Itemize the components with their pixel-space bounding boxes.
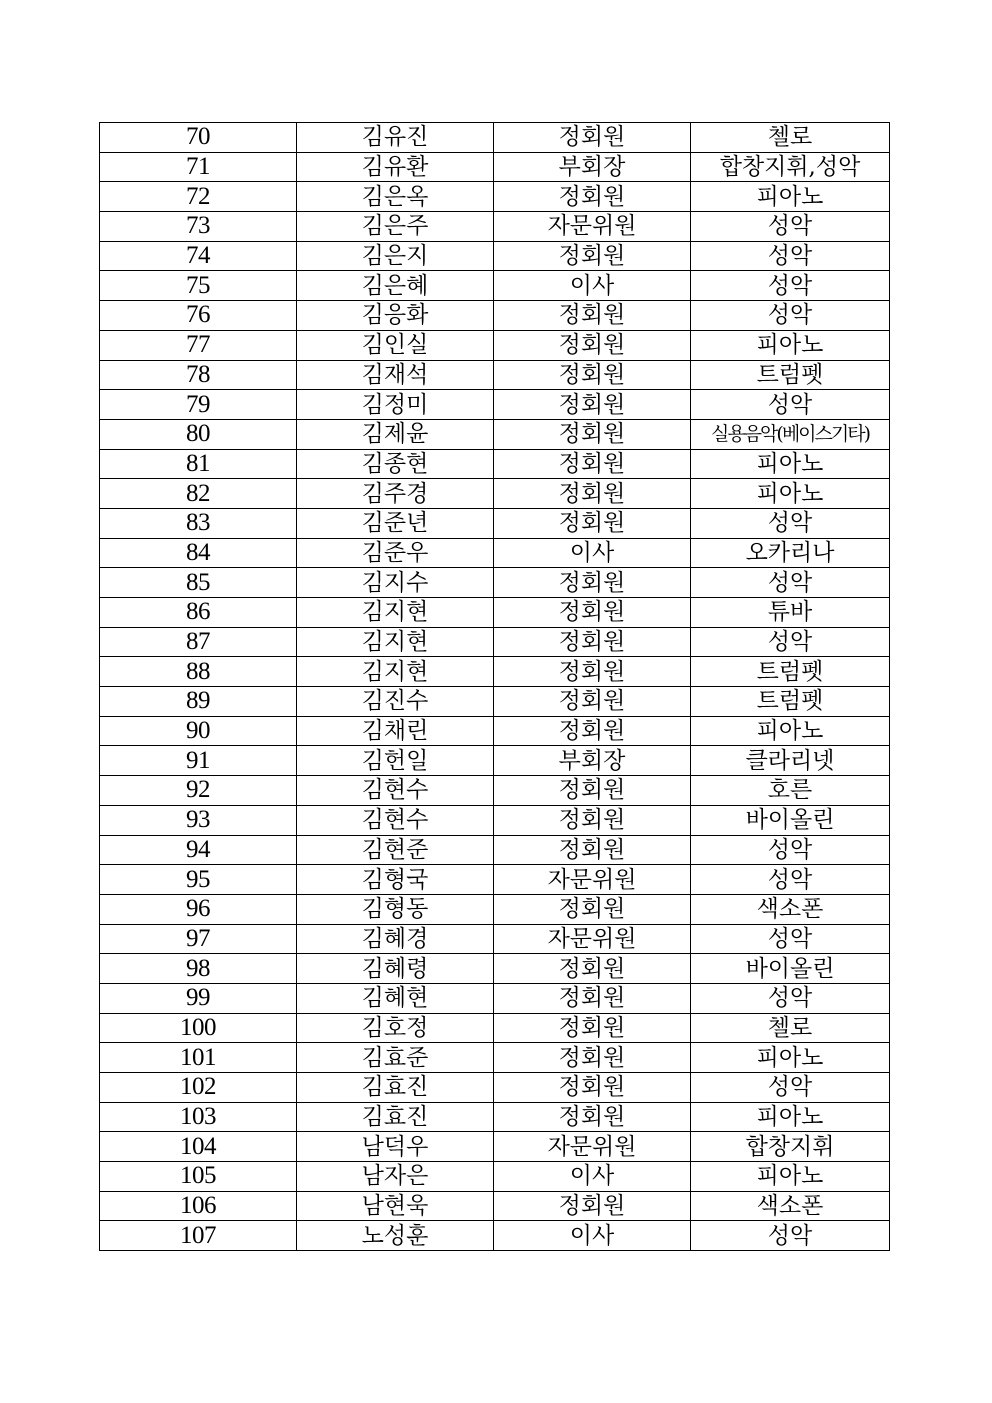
- member-name-cell: 김재석: [297, 360, 494, 390]
- member-position-cell: 정회원: [494, 1102, 691, 1132]
- table-row: [100, 657, 890, 687]
- member-position-cell: 정회원: [494, 894, 691, 924]
- member-number-cell: 102: [100, 1073, 297, 1103]
- member-number-cell: 83: [100, 508, 297, 538]
- member-number-cell: 92: [100, 776, 297, 806]
- member-position-cell: 정회원: [494, 182, 691, 212]
- member-number-cell: 106: [100, 1191, 297, 1221]
- table-row: [100, 1221, 890, 1251]
- member-part-cell: 성악: [691, 271, 890, 301]
- table-row: [100, 241, 890, 271]
- member-position-cell: 정회원: [494, 568, 691, 598]
- member-number-cell: 95: [100, 865, 297, 895]
- member-number-cell: 77: [100, 330, 297, 360]
- member-position-cell: 정회원: [494, 1073, 691, 1103]
- table-row: [100, 1162, 890, 1192]
- member-number-cell: 97: [100, 924, 297, 954]
- table-row: [100, 1132, 890, 1162]
- member-name-cell: 김유환: [297, 152, 494, 182]
- member-part-cell: 성악: [691, 212, 890, 242]
- member-part-cell: 성악: [691, 508, 890, 538]
- member-number-cell: 96: [100, 894, 297, 924]
- member-name-cell: 김지현: [297, 598, 494, 628]
- member-part-cell: 성악: [691, 1073, 890, 1103]
- member-position-cell: 정회원: [494, 241, 691, 271]
- member-position-cell: 정회원: [494, 508, 691, 538]
- member-part-cell: 피아노: [691, 449, 890, 479]
- member-roster-table: [99, 122, 890, 1251]
- member-position-cell: 정회원: [494, 657, 691, 687]
- member-position-cell: 정회원: [494, 687, 691, 717]
- member-name-cell: 김은옥: [297, 182, 494, 212]
- member-name-cell: 김혜경: [297, 924, 494, 954]
- table-row: [100, 627, 890, 657]
- member-part-cell: 바이올린: [691, 805, 890, 835]
- member-position-cell: 이사: [494, 538, 691, 568]
- table-row: [100, 449, 890, 479]
- member-number-cell: 81: [100, 449, 297, 479]
- member-number-cell: 72: [100, 182, 297, 212]
- table-row: [100, 538, 890, 568]
- member-position-cell: 정회원: [494, 983, 691, 1013]
- table-row: [100, 1191, 890, 1221]
- member-position-cell: 정회원: [494, 419, 691, 449]
- member-name-cell: 김현준: [297, 835, 494, 865]
- member-part-cell: 성악: [691, 983, 890, 1013]
- member-position-cell: 부회장: [494, 152, 691, 182]
- member-position-cell: 정회원: [494, 598, 691, 628]
- member-part-cell: 첼로: [691, 123, 890, 153]
- member-number-cell: 82: [100, 479, 297, 509]
- member-number-cell: 90: [100, 716, 297, 746]
- member-position-cell: 정회원: [494, 1191, 691, 1221]
- table-row: [100, 360, 890, 390]
- member-number-cell: 93: [100, 805, 297, 835]
- member-number-cell: 76: [100, 301, 297, 331]
- member-position-cell: 이사: [494, 1162, 691, 1192]
- member-name-cell: 김현수: [297, 776, 494, 806]
- member-name-cell: 김지현: [297, 627, 494, 657]
- table-row: [100, 568, 890, 598]
- member-position-cell: 이사: [494, 271, 691, 301]
- member-part-cell: 바이올린: [691, 954, 890, 984]
- member-position-cell: 정회원: [494, 301, 691, 331]
- member-number-cell: 99: [100, 983, 297, 1013]
- member-position-cell: 정회원: [494, 360, 691, 390]
- member-name-cell: 김유진: [297, 123, 494, 153]
- member-number-cell: 100: [100, 1013, 297, 1043]
- member-name-cell: 김정미: [297, 390, 494, 420]
- table-row: [100, 865, 890, 895]
- table-row: [100, 182, 890, 212]
- table-row: [100, 390, 890, 420]
- member-position-cell: 정회원: [494, 479, 691, 509]
- member-name-cell: 김진수: [297, 687, 494, 717]
- member-number-cell: 71: [100, 152, 297, 182]
- member-part-cell: 성악: [691, 924, 890, 954]
- member-number-cell: 88: [100, 657, 297, 687]
- member-part-cell: 피아노: [691, 330, 890, 360]
- member-name-cell: 김주경: [297, 479, 494, 509]
- member-number-cell: 78: [100, 360, 297, 390]
- table-row: [100, 954, 890, 984]
- member-number-cell: 98: [100, 954, 297, 984]
- member-position-cell: 정회원: [494, 627, 691, 657]
- member-name-cell: 남현욱: [297, 1191, 494, 1221]
- table-row: [100, 330, 890, 360]
- member-name-cell: 김효준: [297, 1043, 494, 1073]
- member-part-cell: 합창지휘,성악: [691, 152, 890, 182]
- table-row: [100, 479, 890, 509]
- member-part-cell: 피아노: [691, 479, 890, 509]
- table-row: [100, 123, 890, 153]
- table-row: [100, 598, 890, 628]
- table-row: [100, 508, 890, 538]
- member-part-cell: 오카리나: [691, 538, 890, 568]
- member-name-cell: 김종현: [297, 449, 494, 479]
- member-number-cell: 103: [100, 1102, 297, 1132]
- member-position-cell: 자문위원: [494, 924, 691, 954]
- table-row: [100, 894, 890, 924]
- member-number-cell: 86: [100, 598, 297, 628]
- member-number-cell: 74: [100, 241, 297, 271]
- member-name-cell: 김호정: [297, 1013, 494, 1043]
- member-number-cell: 87: [100, 627, 297, 657]
- member-position-cell: 정회원: [494, 390, 691, 420]
- member-name-cell: 김지현: [297, 657, 494, 687]
- member-name-cell: 남덕우: [297, 1132, 494, 1162]
- member-part-cell: 성악: [691, 390, 890, 420]
- table-row: [100, 805, 890, 835]
- member-number-cell: 94: [100, 835, 297, 865]
- member-number-cell: 107: [100, 1221, 297, 1251]
- member-number-cell: 104: [100, 1132, 297, 1162]
- member-name-cell: 김헌일: [297, 746, 494, 776]
- member-number-cell: 80: [100, 419, 297, 449]
- member-name-cell: 김은지: [297, 241, 494, 271]
- member-part-cell: 첼로: [691, 1013, 890, 1043]
- member-name-cell: 남자은: [297, 1162, 494, 1192]
- member-part-cell: 성악: [691, 241, 890, 271]
- member-part-cell: 성악: [691, 865, 890, 895]
- member-part-cell: 성악: [691, 627, 890, 657]
- member-number-cell: 105: [100, 1162, 297, 1192]
- member-part-cell: 성악: [691, 835, 890, 865]
- member-position-cell: 정회원: [494, 805, 691, 835]
- member-part-cell: 색소폰: [691, 1191, 890, 1221]
- member-name-cell: 김형동: [297, 894, 494, 924]
- table-row: [100, 212, 890, 242]
- table-row: [100, 1013, 890, 1043]
- table-row: [100, 271, 890, 301]
- member-name-cell: 김효진: [297, 1102, 494, 1132]
- member-number-cell: 91: [100, 746, 297, 776]
- table-row: [100, 776, 890, 806]
- member-name-cell: 김응화: [297, 301, 494, 331]
- member-name-cell: 김준년: [297, 508, 494, 538]
- member-part-cell: 실용음악(베이스기타): [691, 419, 890, 449]
- member-position-cell: 자문위원: [494, 212, 691, 242]
- member-position-cell: 정회원: [494, 449, 691, 479]
- table-row: [100, 419, 890, 449]
- member-name-cell: 김인실: [297, 330, 494, 360]
- table-row: [100, 983, 890, 1013]
- table-row: [100, 1102, 890, 1132]
- member-position-cell: 정회원: [494, 1043, 691, 1073]
- member-name-cell: 김제윤: [297, 419, 494, 449]
- member-position-cell: 정회원: [494, 716, 691, 746]
- member-position-cell: 정회원: [494, 123, 691, 153]
- member-part-cell: 성악: [691, 1221, 890, 1251]
- member-name-cell: 김채린: [297, 716, 494, 746]
- member-part-cell: 튜바: [691, 598, 890, 628]
- member-position-cell: 정회원: [494, 1013, 691, 1043]
- member-position-cell: 정회원: [494, 330, 691, 360]
- member-number-cell: 73: [100, 212, 297, 242]
- member-number-cell: 84: [100, 538, 297, 568]
- member-position-cell: 정회원: [494, 776, 691, 806]
- member-part-cell: 피아노: [691, 182, 890, 212]
- member-part-cell: 색소폰: [691, 894, 890, 924]
- table-row: [100, 1043, 890, 1073]
- member-part-cell: 피아노: [691, 1102, 890, 1132]
- member-position-cell: 정회원: [494, 954, 691, 984]
- table-row: [100, 746, 890, 776]
- member-part-cell: 트럼펫: [691, 360, 890, 390]
- member-number-cell: 89: [100, 687, 297, 717]
- member-part-cell: 합창지휘: [691, 1132, 890, 1162]
- member-part-cell: 클라리넷: [691, 746, 890, 776]
- member-part-cell: 성악: [691, 301, 890, 331]
- member-name-cell: 김은주: [297, 212, 494, 242]
- member-part-cell: 피아노: [691, 1162, 890, 1192]
- member-name-cell: 김은혜: [297, 271, 494, 301]
- member-part-cell: 성악: [691, 568, 890, 598]
- member-part-cell: 호른: [691, 776, 890, 806]
- member-position-cell: 자문위원: [494, 1132, 691, 1162]
- member-number-cell: 85: [100, 568, 297, 598]
- member-number-cell: 79: [100, 390, 297, 420]
- member-name-cell: 김혜령: [297, 954, 494, 984]
- member-part-cell: 피아노: [691, 1043, 890, 1073]
- member-name-cell: 노성훈: [297, 1221, 494, 1251]
- table-row: [100, 835, 890, 865]
- table-row: [100, 924, 890, 954]
- member-number-cell: 70: [100, 123, 297, 153]
- member-position-cell: 정회원: [494, 835, 691, 865]
- table-row: [100, 1073, 890, 1103]
- member-position-cell: 자문위원: [494, 865, 691, 895]
- member-part-cell: 트럼펫: [691, 687, 890, 717]
- member-name-cell: 김효진: [297, 1073, 494, 1103]
- member-name-cell: 김형국: [297, 865, 494, 895]
- member-number-cell: 75: [100, 271, 297, 301]
- table-row: [100, 687, 890, 717]
- member-position-cell: 부회장: [494, 746, 691, 776]
- member-part-cell: 피아노: [691, 716, 890, 746]
- table-row: [100, 301, 890, 331]
- member-name-cell: 김지수: [297, 568, 494, 598]
- table-row: [100, 716, 890, 746]
- roster-body: [100, 123, 890, 1251]
- member-name-cell: 김혜현: [297, 983, 494, 1013]
- member-name-cell: 김준우: [297, 538, 494, 568]
- member-position-cell: 이사: [494, 1221, 691, 1251]
- member-part-cell: 트럼펫: [691, 657, 890, 687]
- member-name-cell: 김현수: [297, 805, 494, 835]
- table-row: [100, 152, 890, 182]
- member-number-cell: 101: [100, 1043, 297, 1073]
